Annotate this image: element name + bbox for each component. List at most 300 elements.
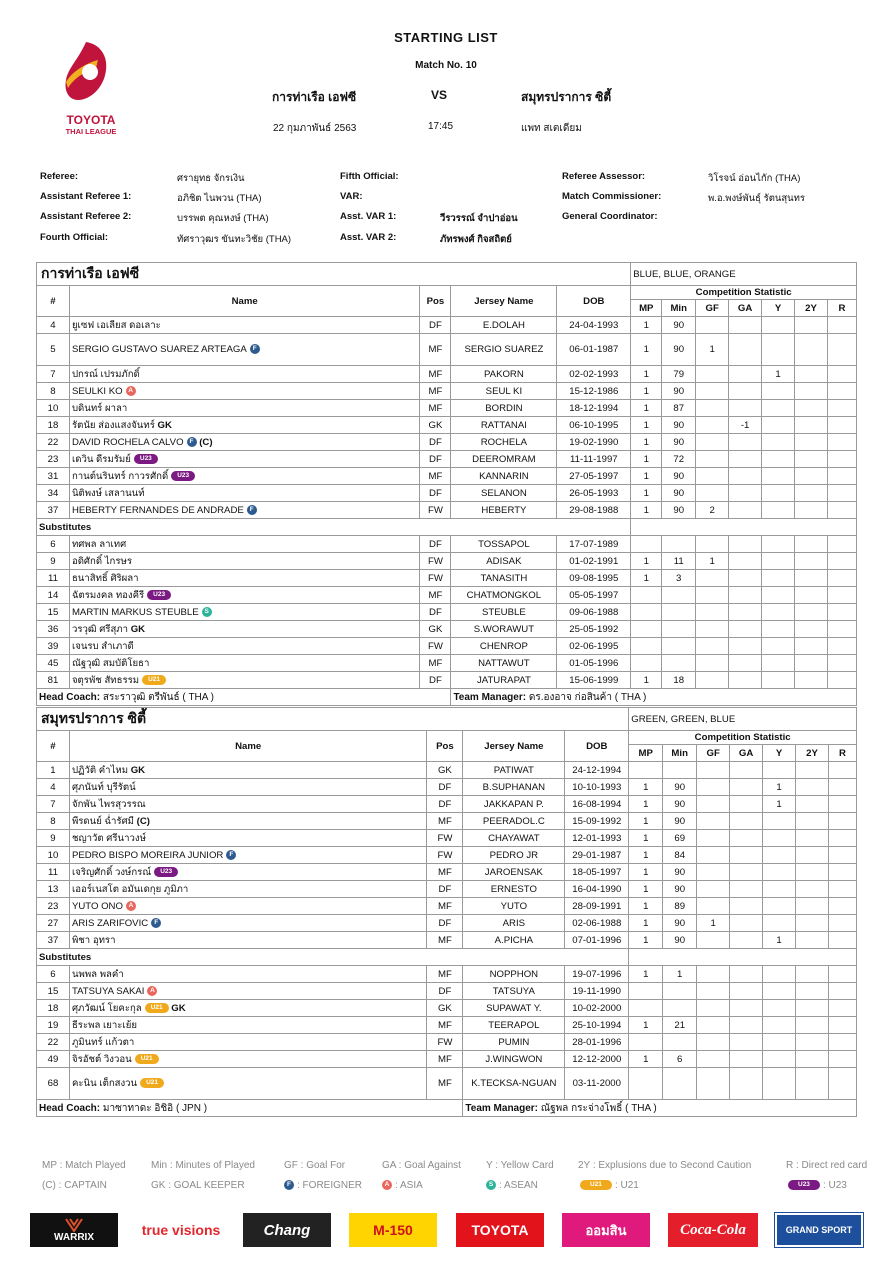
legend-r: R : Direct red card	[786, 1160, 868, 1171]
player-number: 14	[37, 587, 70, 604]
player-pos: DF	[427, 796, 463, 813]
stat-gf	[697, 898, 730, 915]
player-number: 11	[37, 570, 70, 587]
player-jersey: DEEROMRAM	[451, 451, 557, 468]
stat-r	[827, 434, 856, 451]
player-role-tag: GK	[171, 1002, 186, 1014]
player-number: 31	[37, 468, 70, 485]
u23-badge-icon: U23	[154, 867, 178, 877]
stat-y	[762, 655, 795, 672]
stat-r	[828, 966, 856, 983]
player-jersey: TOSSAPOL	[451, 536, 557, 553]
away-team-heading: สมุทรปราการ ซิตี้	[521, 90, 612, 104]
stat-r	[827, 417, 856, 434]
col-ga: GA	[730, 745, 763, 762]
player-dob: 02-06-1988	[565, 915, 629, 932]
player-number: 8	[37, 383, 70, 400]
stat-r	[828, 881, 856, 898]
sponsor-grandsport: GRAND SPORT	[775, 1213, 863, 1247]
player-jersey: J.WINGWON	[463, 1051, 565, 1068]
player-pos: GK	[427, 762, 463, 779]
stat-r	[827, 485, 856, 502]
match-number: Match No. 10	[415, 60, 477, 71]
player-number: 5	[37, 334, 70, 366]
stat-y	[763, 983, 796, 1000]
player-pos: FW	[427, 830, 463, 847]
player-pos: GK	[420, 417, 451, 434]
sponsor-warrix: WARRIX	[30, 1213, 118, 1247]
player-dob: 07-01-1996	[565, 932, 629, 949]
avar1-value: วีรวรรณ์ จำปาอ่อน	[440, 213, 518, 224]
player-jersey: SUPAWAT Y.	[463, 1000, 565, 1017]
stat-ga	[729, 655, 762, 672]
player-name: TATSUYA SAKAI A	[69, 983, 426, 1000]
stat-ga	[729, 570, 762, 587]
player-dob: 09-06-1988	[557, 604, 631, 621]
stat-ga	[730, 881, 763, 898]
stat-mp: 1	[631, 485, 662, 502]
u21-badge-icon: U21	[142, 675, 166, 685]
table-row	[37, 762, 857, 779]
player-dob: 10-10-1993	[565, 779, 629, 796]
u21-badge-icon: U21	[145, 1003, 169, 1013]
stat-mp: 1	[631, 383, 662, 400]
stat-2y	[795, 485, 828, 502]
player-pos: DF	[420, 604, 451, 621]
player-jersey: PATIWAT	[463, 762, 565, 779]
player-name: ภูมินทร์ แก้วตา	[69, 1034, 426, 1051]
player-number: 6	[37, 536, 70, 553]
player-name: ปฏิวัติ คำไหม GK	[69, 762, 426, 779]
stat-2y	[796, 813, 829, 830]
table-row	[37, 881, 857, 898]
player-number: 22	[37, 434, 70, 451]
stat-ga	[730, 830, 763, 847]
player-name: ชญาวัต ศรีนาวงษ์	[69, 830, 426, 847]
player-jersey: PEDRO JR	[463, 847, 565, 864]
player-name: HEBERTY FERNANDES DE ANDRADE F	[69, 502, 420, 519]
col-pos: Pos	[427, 731, 463, 762]
stat-y: 1	[763, 796, 796, 813]
col-y: Y	[763, 745, 796, 762]
stat-y	[762, 553, 795, 570]
player-name: ยูเซฟ เอเลียส ดอเลาะ	[69, 317, 420, 334]
stat-min: 1	[663, 966, 697, 983]
stat-min: 90	[663, 796, 697, 813]
stat-2y	[795, 587, 828, 604]
table-row	[37, 983, 857, 1000]
stat-2y	[795, 451, 828, 468]
player-name: นิติพงษ์ เสลานนท์	[69, 485, 420, 502]
player-dob: 26-05-1993	[557, 485, 631, 502]
stat-ga	[729, 553, 762, 570]
player-pos: MF	[427, 898, 463, 915]
legend-min: Min : Minutes of Played	[151, 1160, 255, 1171]
col-stats: Competition Statistic	[631, 286, 857, 300]
stat-2y	[796, 779, 829, 796]
player-role-tag: (C)	[199, 436, 213, 448]
stat-2y	[795, 400, 828, 417]
player-dob: 05-05-1997	[557, 587, 631, 604]
stat-min: 79	[662, 366, 696, 383]
logo-text-league: THAI LEAGUE	[65, 127, 117, 136]
stat-ga: -1	[729, 417, 762, 434]
player-jersey: PUMIN	[463, 1034, 565, 1051]
col-number: #	[37, 731, 70, 762]
foreigner-badge-icon: F	[247, 505, 257, 515]
player-jersey: CHENROP	[451, 638, 557, 655]
stat-mp: 1	[629, 932, 663, 949]
stat-r	[828, 847, 856, 864]
league-logo	[56, 38, 126, 134]
stat-r	[828, 1000, 856, 1017]
stat-min: 90	[663, 779, 697, 796]
stat-mp	[629, 1000, 663, 1017]
stat-y	[763, 881, 796, 898]
table-row	[37, 451, 857, 468]
stat-gf: 1	[696, 334, 729, 366]
player-dob: 12-12-2000	[565, 1051, 629, 1068]
player-number: 34	[37, 485, 70, 502]
stat-mp: 1	[631, 317, 662, 334]
stat-ga	[730, 932, 763, 949]
fourth-official-label: Fourth Official:	[40, 232, 109, 243]
stat-gf: 1	[696, 553, 729, 570]
player-jersey: TATSUYA	[463, 983, 565, 1000]
stat-gf	[696, 587, 729, 604]
stat-min: 18	[662, 672, 696, 689]
vs-label: VS	[431, 88, 448, 102]
stat-r	[828, 1051, 856, 1068]
stat-r	[828, 779, 856, 796]
stat-gf	[696, 468, 729, 485]
stat-2y	[796, 983, 829, 1000]
player-number: 39	[37, 638, 70, 655]
stat-r	[828, 864, 856, 881]
player-number: 81	[37, 672, 70, 689]
u21-badge-icon: U21	[140, 1078, 164, 1088]
stat-r	[827, 553, 856, 570]
player-jersey: K.TECKSA-NGUAN	[463, 1068, 565, 1100]
player-pos: MF	[420, 468, 451, 485]
player-jersey: CHATMONGKOL	[451, 587, 557, 604]
stat-gf	[696, 621, 729, 638]
sponsor-toyota: TOYOTA	[456, 1213, 544, 1247]
player-jersey: YUTO	[463, 898, 565, 915]
away-manager: Team Manager: ณัฐพล กระจ่างโพธิ์ ( THA )	[463, 1100, 857, 1117]
player-pos: MF	[420, 587, 451, 604]
player-jersey: ROCHELA	[451, 434, 557, 451]
stat-min: 90	[662, 485, 696, 502]
table-row	[37, 638, 857, 655]
stat-mp: 1	[629, 796, 663, 813]
stat-ga	[729, 383, 762, 400]
player-number: 15	[37, 604, 70, 621]
away-coach: Head Coach: มาซาทาดะ อิชิอิ ( JPN )	[37, 1100, 463, 1117]
player-role-tag: GK	[130, 764, 146, 776]
player-name: อดิศักดิ์ ไกรษร	[69, 553, 420, 570]
stat-r	[828, 983, 856, 1000]
stat-mp: 1	[631, 570, 662, 587]
player-pos: FW	[420, 502, 451, 519]
player-number: 68	[37, 1068, 70, 1100]
avar1-label: Asst. VAR 1:	[340, 211, 397, 222]
player-jersey: S.WORAWUT	[451, 621, 557, 638]
stat-gf	[696, 451, 729, 468]
legend-gk: GK : GOAL KEEPER	[151, 1180, 245, 1191]
coordinator-label: General Coordinator:	[562, 211, 658, 222]
stat-min: 6	[663, 1051, 697, 1068]
player-pos: DF	[427, 983, 463, 1000]
player-dob: 29-08-1988	[557, 502, 631, 519]
legend-mp: MP : Match Played	[42, 1160, 126, 1171]
player-name: เออร์เนสโต อมันเดกุย ภูมิภา	[69, 881, 426, 898]
stat-y: 1	[763, 932, 796, 949]
stat-ga	[729, 672, 762, 689]
player-name: ศุภนันท์ บุรีรัตน์	[69, 779, 426, 796]
player-dob: 01-02-1991	[557, 553, 631, 570]
player-name: คะนิน เต็กสงวน U21	[69, 1068, 426, 1100]
stat-ga	[730, 1017, 763, 1034]
player-pos: MF	[420, 366, 451, 383]
league-logo-icon	[56, 38, 126, 108]
stat-min: 90	[662, 417, 696, 434]
player-name: ศุภวัฒน์ โยคะกุล U21 GK	[69, 1000, 426, 1017]
col-gf: GF	[697, 745, 730, 762]
stat-ga	[729, 434, 762, 451]
stat-r	[828, 1017, 856, 1034]
player-pos: DF	[420, 451, 451, 468]
player-jersey: A.PICHA	[463, 932, 565, 949]
stat-ga	[730, 796, 763, 813]
player-dob: 06-01-1987	[557, 334, 631, 366]
table-row	[37, 864, 857, 881]
stat-2y	[795, 334, 828, 366]
table-row	[37, 334, 857, 366]
stat-gf	[697, 813, 730, 830]
player-pos: MF	[427, 932, 463, 949]
stat-min	[663, 1068, 697, 1100]
stat-y	[762, 334, 795, 366]
stat-2y	[796, 915, 829, 932]
stat-min: 90	[662, 383, 696, 400]
stat-y	[762, 434, 795, 451]
table-row	[37, 1017, 857, 1034]
stat-gf	[697, 864, 730, 881]
stat-r	[827, 570, 856, 587]
stat-mp: 1	[629, 881, 663, 898]
player-dob: 25-05-1992	[557, 621, 631, 638]
commissioner-label: Match Commissioner:	[562, 191, 662, 202]
stat-gf	[697, 762, 730, 779]
player-pos: FW	[420, 638, 451, 655]
stat-min: 90	[663, 915, 697, 932]
table-row	[37, 932, 857, 949]
commissioner-value: พ.อ.พงษ์พันธุ์ รัตนสุนทร	[708, 193, 806, 204]
asia-badge-icon: A	[147, 986, 157, 996]
stat-gf	[696, 655, 729, 672]
player-dob: 02-06-1995	[557, 638, 631, 655]
player-pos: MF	[420, 383, 451, 400]
home-team-name: การท่าเรือ เอฟซี	[37, 263, 631, 286]
foreigner-badge-icon: F	[226, 850, 236, 860]
player-name: ปกรณ์ เปรมภักดิ์	[69, 366, 420, 383]
col-mp: MP	[631, 300, 662, 317]
stat-min: 72	[662, 451, 696, 468]
player-name: บดินทร์ ผาลา	[69, 400, 420, 417]
table-row	[37, 553, 857, 570]
table-row	[37, 898, 857, 915]
stat-min	[662, 536, 696, 553]
stat-ga	[729, 638, 762, 655]
player-jersey: SERGIO SUAREZ	[451, 334, 557, 366]
player-name: SERGIO GUSTAVO SUAREZ ARTEAGA F	[69, 334, 420, 366]
player-dob: 25-10-1994	[565, 1017, 629, 1034]
player-number: 23	[37, 898, 70, 915]
away-team-kit: GREEN, GREEN, BLUE	[629, 708, 857, 731]
stat-ga	[729, 536, 762, 553]
table-row	[37, 796, 857, 813]
stat-2y	[795, 317, 828, 334]
player-number: 9	[37, 830, 70, 847]
stat-min	[663, 1034, 697, 1051]
stat-gf	[696, 672, 729, 689]
stat-y	[763, 762, 796, 779]
stat-min: 69	[663, 830, 697, 847]
stat-mp: 1	[631, 417, 662, 434]
stat-r	[827, 587, 856, 604]
stat-gf: 1	[697, 915, 730, 932]
stat-r	[827, 383, 856, 400]
player-name: PEDRO BISPO MOREIRA JUNIOR F	[69, 847, 426, 864]
stat-ga	[730, 779, 763, 796]
away-team-table	[36, 707, 857, 1117]
stat-mp: 1	[631, 334, 662, 366]
stat-mp: 1	[631, 553, 662, 570]
stat-mp: 1	[629, 813, 663, 830]
stat-min	[662, 655, 696, 672]
stat-2y	[796, 1051, 829, 1068]
table-row	[37, 621, 857, 638]
stat-r	[828, 1034, 856, 1051]
u23-badge-icon: U23	[134, 454, 158, 464]
col-name: Name	[69, 731, 426, 762]
player-number: 4	[37, 779, 70, 796]
player-pos: GK	[427, 1000, 463, 1017]
player-number: 36	[37, 621, 70, 638]
stat-gf	[697, 847, 730, 864]
stat-mp: 1	[629, 830, 663, 847]
stat-2y	[796, 762, 829, 779]
home-team-table	[36, 262, 857, 706]
table-row	[37, 1068, 857, 1100]
stat-mp: 1	[629, 966, 663, 983]
stat-r	[827, 638, 856, 655]
table-row	[37, 1051, 857, 1068]
stat-mp	[629, 983, 663, 1000]
stat-ga	[730, 915, 763, 932]
stat-min: 90	[662, 317, 696, 334]
player-name: DAVID ROCHELA CALVO F (C)	[69, 434, 420, 451]
player-dob: 02-02-1993	[557, 366, 631, 383]
sponsor-m150: M-150	[349, 1213, 437, 1247]
home-coach: Head Coach: สระราวุฒิ ตรีพันธ์ ( THA )	[37, 689, 451, 706]
player-dob: 09-08-1995	[557, 570, 631, 587]
asia-badge-icon: A	[382, 1180, 392, 1190]
stat-mp: 1	[631, 400, 662, 417]
stat-r	[828, 796, 856, 813]
stat-mp: 1	[629, 1051, 663, 1068]
stat-mp: 1	[629, 1017, 663, 1034]
stat-min: 3	[662, 570, 696, 587]
stat-min	[662, 587, 696, 604]
stat-ga	[730, 1068, 763, 1100]
stat-y	[763, 813, 796, 830]
player-name: ฉัตรมงคล ทองคีรี U23	[69, 587, 420, 604]
ar2-value: บรรพต คุณหงษ์ (THA)	[177, 213, 269, 224]
home-manager: Team Manager: ดร.องอาจ ก่อสินค้า ( THA )	[451, 689, 857, 706]
col-mp: MP	[629, 745, 663, 762]
col-min: Min	[663, 745, 697, 762]
player-pos: DF	[420, 485, 451, 502]
player-dob: 16-04-1990	[565, 881, 629, 898]
player-jersey: B.SUPHANAN	[463, 779, 565, 796]
stat-2y	[796, 966, 829, 983]
player-name: พีรดนย์ ฉ่ำรัศมี (C)	[69, 813, 426, 830]
stat-gf	[697, 1000, 730, 1017]
legend-gf: GF : Goal For	[284, 1160, 346, 1171]
stat-y	[763, 966, 796, 983]
player-number: 49	[37, 1051, 70, 1068]
stat-y	[762, 317, 795, 334]
stat-2y	[795, 638, 828, 655]
player-number: 13	[37, 881, 70, 898]
player-role-tag: GK	[157, 419, 172, 431]
player-jersey: BORDIN	[451, 400, 557, 417]
away-team-section	[36, 707, 857, 1117]
stat-2y	[795, 383, 828, 400]
player-pos: MF	[427, 966, 463, 983]
stat-r	[828, 830, 856, 847]
table-row	[37, 536, 857, 553]
stat-y	[762, 485, 795, 502]
stat-gf: 2	[696, 502, 729, 519]
stat-mp	[631, 655, 662, 672]
table-row	[37, 672, 857, 689]
stat-2y	[796, 932, 829, 949]
stat-ga	[730, 762, 763, 779]
stat-2y	[796, 898, 829, 915]
player-pos: DF	[420, 434, 451, 451]
stat-y	[762, 604, 795, 621]
player-number: 18	[37, 1000, 70, 1017]
stat-r	[828, 915, 856, 932]
stat-ga	[730, 966, 763, 983]
stat-gf	[697, 1051, 730, 1068]
stat-mp	[631, 536, 662, 553]
stat-ga	[729, 587, 762, 604]
stat-gf	[697, 1034, 730, 1051]
stat-gf	[696, 317, 729, 334]
table-row	[37, 1034, 857, 1051]
stat-y	[763, 1017, 796, 1034]
stat-y	[762, 672, 795, 689]
player-number: 1	[37, 762, 70, 779]
table-row	[37, 434, 857, 451]
stat-mp	[631, 587, 662, 604]
ar1-value: อภิชิต ไนพวน (THA)	[177, 193, 262, 204]
player-number: 45	[37, 655, 70, 672]
